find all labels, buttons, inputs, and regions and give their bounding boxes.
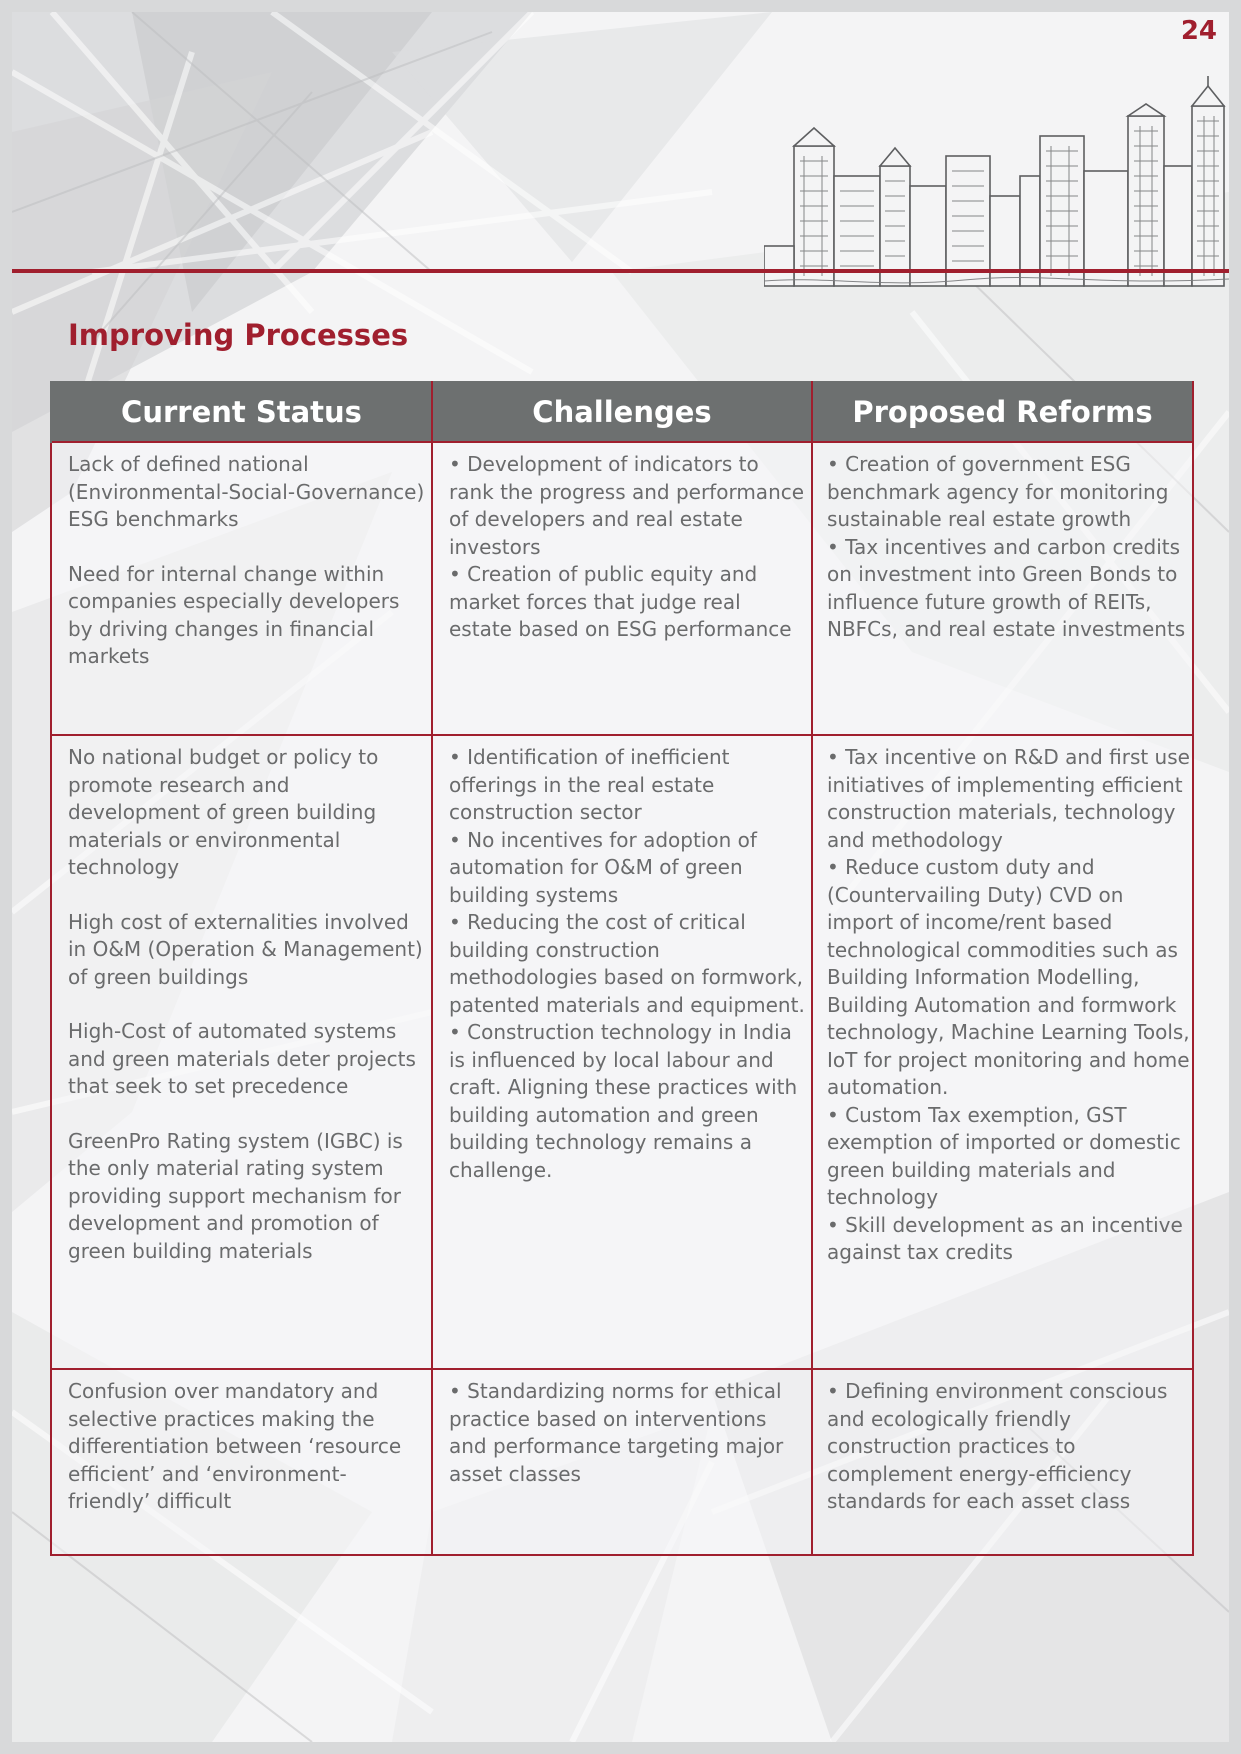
table-row: [51, 442, 1193, 735]
table-header-row: [51, 382, 1193, 442]
city-skyline-sketch: [764, 76, 1229, 298]
cell-proposed-reforms: [812, 735, 1193, 1369]
cell-proposed-reforms: [812, 1369, 1193, 1555]
page-number: 24: [1180, 16, 1217, 46]
reform-item: • Tax incentive on R&D and first use initiatives of implementing efficient construction materials, technology and methodology: [827, 745, 1190, 852]
cell-current-status: [51, 442, 432, 735]
challenge-item: • Identification of inefficient offerings in the real estate construction sector: [449, 745, 730, 824]
cell-proposed-reforms: [812, 442, 1193, 735]
challenge-item: • Construction technology in India is influenced by local labour and craft. Aligning these practices with building automation and green building technology remains a challenge.: [449, 1020, 798, 1182]
header-proposed-reforms: Proposed Reforms: [812, 382, 1193, 442]
reforms-table: [50, 381, 1194, 1556]
challenge-item: • Standardizing norms for ethical practice based on interventions and performance targeting major asset classes: [449, 1379, 784, 1486]
reform-item: • Skill development as an incentive against tax credits: [827, 1212, 1183, 1264]
cell-challenges: [432, 442, 812, 735]
status-text: GreenPro Rating system (IGBC) is the only material rating system providing support mechanism for development and promotion of green building materials: [68, 1128, 403, 1263]
table-row: [51, 1369, 1193, 1555]
table-row: [51, 735, 1193, 1369]
document-page: [12, 12, 1229, 1742]
challenge-item: • Reducing the cost of critical building construction methodologies based on formwork, patented materials and equipment.: [449, 910, 805, 1017]
section-title: Improving Processes: [68, 318, 409, 352]
reform-item: • Reduce custom duty and (Countervailing Duty) CVD on import of income/rent based technological commodities such as Building Information Modelling, Building Automation and formwork technology, Machine Learning Tools, IoT for project monitoring and home automation.: [827, 855, 1190, 1099]
header-divider: [12, 269, 1229, 273]
header-current-status: Current Status: [51, 382, 432, 442]
cell-current-status: [51, 735, 432, 1369]
cell-challenges: [432, 1369, 812, 1555]
status-text: No national budget or policy to promote research and development of green building materials or environmental technology: [68, 745, 379, 879]
challenge-item: • No incentives for adoption of automation for O&M of green building systems: [449, 827, 757, 907]
reform-item: • Tax incentives and carbon credits on investment into Green Bonds to influence future growth of REITs, NBFCs, and real estate investments: [827, 534, 1186, 641]
status-text: Confusion over mandatory and selective practices making the differentiation between ‘resource efficient’ and ‘environment-friendly’ difficult: [68, 1379, 402, 1513]
cell-current-status: [51, 1369, 432, 1555]
challenge-item: • Development of indicators to rank the progress and performance of developers and real estate investors: [449, 452, 805, 559]
status-text: Need for internal change within companies especially developers by driving changes in financial markets: [68, 561, 400, 668]
status-text: High cost of externalities involved in O&M (Operation & Management) of green buildings: [68, 909, 423, 989]
cell-challenges: [432, 735, 812, 1369]
challenge-item: • Creation of public equity and market forces that judge real estate based on ESG performance: [449, 562, 792, 641]
header-challenges: Challenges: [432, 382, 812, 442]
reform-item: • Creation of government ESG benchmark agency for monitoring sustainable real estate growth: [827, 452, 1169, 531]
status-text: High-Cost of automated systems and green materials deter projects that seek to set precedence: [68, 1019, 416, 1098]
status-text: Lack of defined national (Environmental-Social-Governance) ESG benchmarks: [68, 452, 425, 531]
reform-item: • Custom Tax exemption, GST exemption of imported or domestic green building materials and technology: [827, 1102, 1181, 1209]
reform-item: • Defining environment conscious and ecologically friendly construction practices to complement energy-efficiency standards for each asset class: [827, 1379, 1168, 1513]
